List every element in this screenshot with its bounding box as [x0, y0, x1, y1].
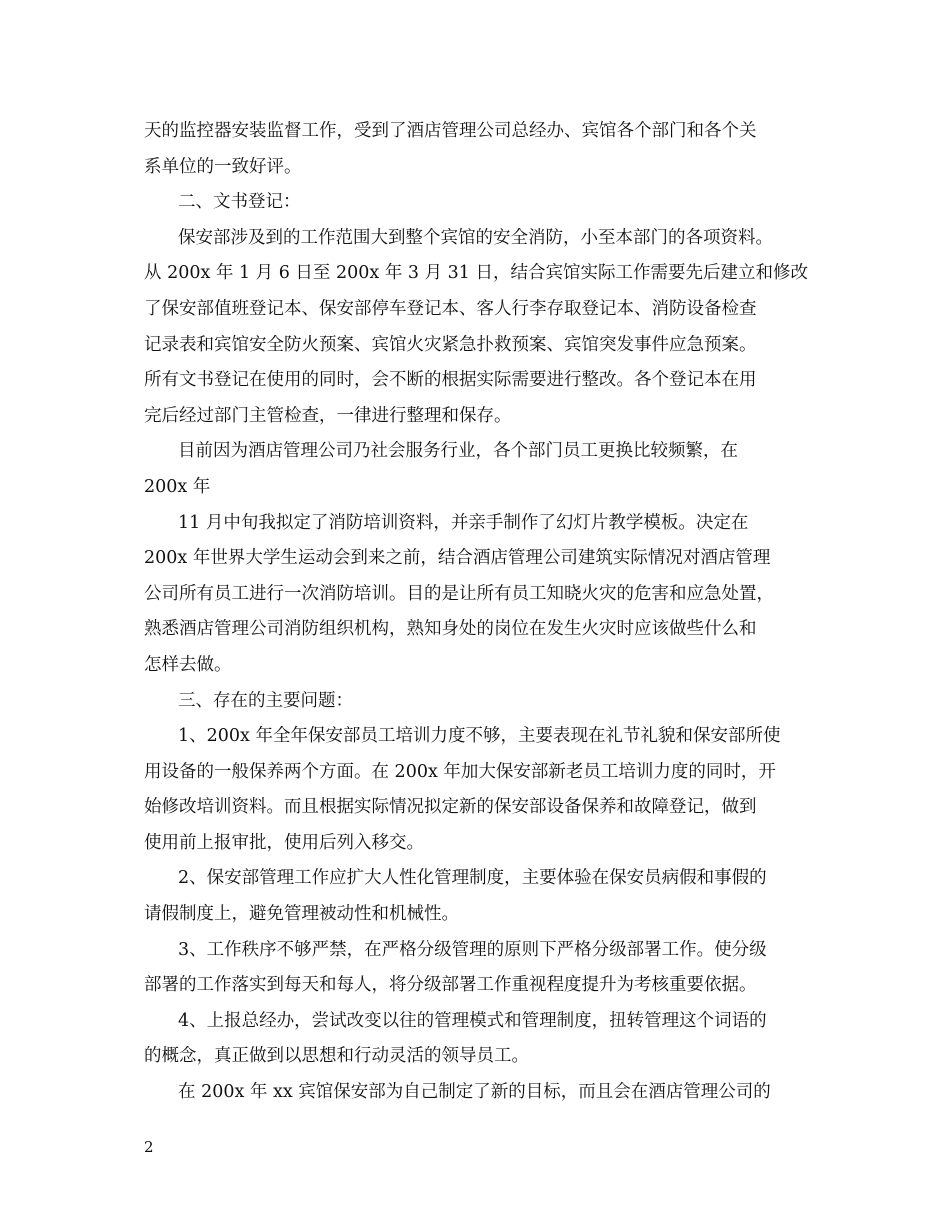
text-line: 11 月中旬我拟定了消防培训资料，并亲手制作了幻灯片教学模板。决定在 [178, 512, 749, 533]
text-line: 所有文书登记在使用的同时，会不断的根据实际需要进行整改。各个登记本在用 [144, 370, 757, 391]
text-line: 目前因为酒店管理公司乃社会服务行业，各个部门员工更换比较频繁，在 [178, 441, 738, 462]
text-line: 保安部涉及到的工作范围大到整个宾馆的安全消防，小至本部门的各项资料。 [178, 227, 773, 248]
text-line: 天的监控器安装监督工作，受到了酒店管理公司总经办、宾馆各个部门和各个关 [144, 121, 757, 141]
text-line: 4、上报总经办，尝试改变以往的管理模式和管理制度，扭转管理这个词语的 [178, 1010, 767, 1031]
text-line: 系单位的一致好评。 [144, 156, 302, 177]
text-line: 记录表和宾馆安全防火预案、宾馆火灾紧急扑救预案、宾馆突发事件应急预案。 [144, 334, 757, 355]
text-line: 用设备的一般保养两个方面。在 200x 年加大保安部新老员工培训力度的同时，开 [144, 761, 776, 782]
text-line: 的概念，真正做到以思想和行动灵活的领导员工。 [144, 1046, 529, 1067]
page-number: 2 [144, 1138, 154, 1156]
text-line: 部署的工作落实到每天和每人，将分级部署工作重视程度提升为考核重要依据。 [144, 975, 757, 996]
text-line: 从 200x 年 1 月 6 日至 200x 年 3 月 31 日，结合宾馆实际工作需要先后建立和修改 [144, 263, 808, 284]
text-line: 了保安部值班登记本、保安部停车登记本、客人行李存取登记本、消防设备检查 [144, 298, 757, 319]
text-line: 2、保安部管理工作应扩大人性化管理制度，主要体验在保安员病假和事假的 [178, 868, 767, 889]
text-line: 3、工作秩序不够严禁，在严格分级管理的原则下严格分级部署工作。使分级 [178, 939, 767, 960]
text-line: 完后经过部门主管检查，一律进行整理和保存。 [144, 405, 512, 426]
text-line: 二、文书登记： [178, 192, 301, 213]
text-line: 200x 年世界大学生运动会到来之前，结合酒店管理公司建筑实际情况对酒店管理 [144, 548, 771, 569]
text-line: 在 200x 年 xx 宾馆保安部为自己制定了新的目标，而且会在酒店管理公司的 [178, 1082, 771, 1103]
text-line: 200x 年 [144, 476, 211, 497]
text-line: 请假制度上，避免管理被动性和机械性。 [144, 904, 459, 925]
text-line: 使用前上报审批，使用后列入移交。 [144, 832, 424, 853]
text-line: 熟悉酒店管理公司消防组织机构，熟知身处的岗位在发生火灾时应该做些什么和 [144, 619, 757, 640]
text-line: 三、存在的主要问题： [178, 690, 353, 711]
text-line: 1、200x 年全年保安部员工培训力度不够，主要表现在礼节礼貌和保安部所使 [178, 726, 781, 747]
text-line: 怎样去做。 [144, 654, 232, 675]
document-body [144, 114, 816, 1111]
text-line: 公司所有员工进行一次消防培训。目的是让所有员工知晓火灾的危害和应急处置， [144, 583, 774, 604]
text-line: 始修改培训资料。而且根据实际情况拟定新的保安部设备保养和故障登记，做到 [144, 797, 757, 818]
